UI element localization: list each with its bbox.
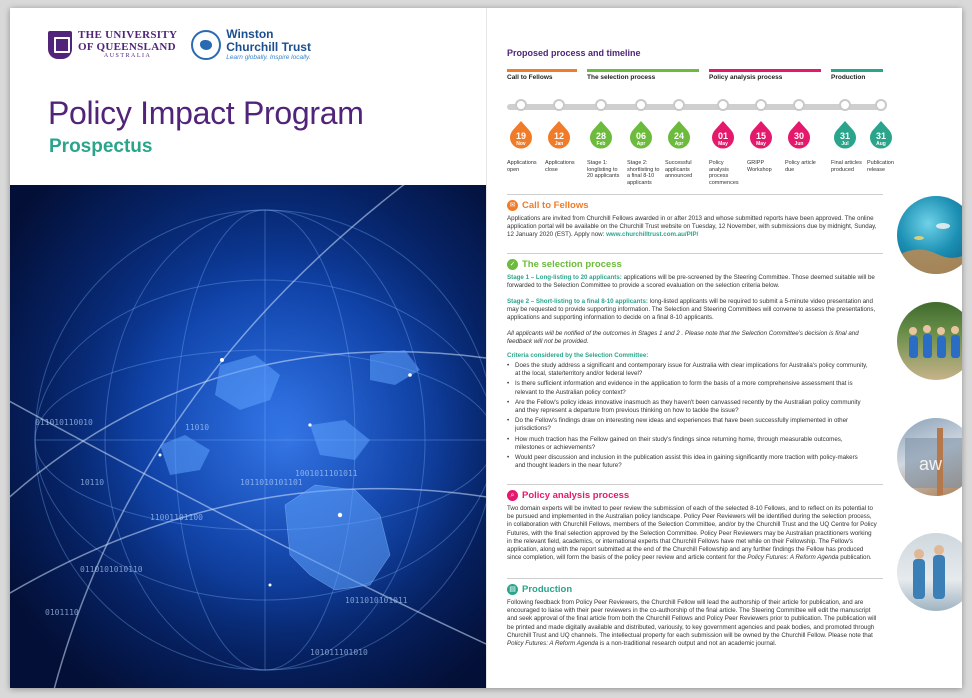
timeline-node [515, 99, 527, 111]
section-divider [507, 578, 883, 579]
uq-name-line1: THE UNIVERSITY [78, 29, 178, 42]
uq-name-line3: AUSTRALIA [103, 53, 152, 60]
wct-name-line1: Winston [226, 27, 274, 41]
timeline-node [635, 99, 647, 111]
binary-text: 0101110 [45, 608, 79, 617]
milestone-label: Stage 1: longlisting to 20 applicants [587, 160, 620, 180]
section-divider [507, 194, 883, 195]
milestone-day: 30 [793, 131, 804, 141]
timeline-node [553, 99, 565, 111]
megaphone-icon: ✉ [507, 200, 518, 211]
phase-label-selection: The selection process [587, 74, 656, 81]
criteria-list [507, 362, 869, 472]
milestone-month: May [718, 141, 728, 147]
timeline-node [755, 99, 767, 111]
cover-page [10, 8, 486, 688]
magnifier-icon: ⌕ [507, 490, 518, 501]
milestone-day: 12 [553, 131, 564, 141]
stage2-paragraph: Stage 2 – Short-listing to a final 8-10 applicants: long-listed applicants will be required to submit a 5-minute video presentation and may be requested to provide supporting information. The Selection and Steering Committees will convene to assess the presentations, applications and supporting information to decide on a final 8-10 applicants. [507, 298, 876, 322]
phase-label-production: Production [831, 74, 866, 81]
milestone-label: Policy analysis process commences [709, 160, 739, 186]
hospital-photo [897, 533, 962, 611]
phase-label-analysis: Policy analysis process [709, 74, 783, 81]
milestone-month: Nov [516, 141, 526, 147]
criteria-item: • Is there sufficient information and evidence in the application to form the basis of a more comprehensive assessment that is relevant to the Australian policy context? [507, 380, 869, 396]
binary-text: 11001101100 [150, 513, 203, 522]
milestone-label: Final articles produced [831, 160, 862, 173]
criteria-item: • Do the Fellow's findings draw on interesting new ideas and experiences that have been successfully implemented in other jurisdictions? [507, 417, 869, 433]
section-heading-selection: ✓ The selection process [507, 259, 622, 270]
phase-bar-analysis [709, 69, 821, 72]
milestone-month: Aug [876, 141, 886, 147]
checklist-icon: ✓ [507, 259, 518, 270]
milestone-date [867, 120, 895, 154]
timeline-node [717, 99, 729, 111]
milestone-label: Publication release [867, 160, 894, 173]
milestone-date [627, 120, 655, 154]
criteria-title: Criteria considered by the Selection Committee: [507, 352, 649, 359]
uq-name-line2: OF QUEENSLAND [78, 40, 176, 53]
wct-tagline: Learn globally. Inspire locally. [226, 54, 311, 62]
binary-text: 0110101010110 [80, 565, 143, 574]
milestone-day: 31 [875, 131, 886, 141]
wct-name-line2: Churchill Trust [226, 39, 311, 54]
milestone-date [587, 120, 615, 154]
milestone-day: 24 [673, 131, 684, 141]
section-divider [507, 484, 883, 485]
milestone-month: May [756, 141, 766, 147]
milestone-label: GRIPP Workshop [747, 160, 772, 173]
milestone-month: Jun [794, 141, 804, 147]
milestone-date [507, 120, 535, 154]
criteria-item: • Does the study address a significant and contemporary issue for Australia with clear implications for Australia's policy community, at the local, state/territory and/or federal level? [507, 362, 869, 378]
milestone-label: Applications close [545, 160, 575, 173]
milestone-month: Feb [596, 141, 606, 147]
milestone-date [747, 120, 775, 154]
binary-text: 1011010101101 [240, 478, 303, 487]
binary-text: 101011101010 [310, 648, 368, 657]
milestone-month: Apr [674, 141, 684, 147]
timeline-node [793, 99, 805, 111]
team-photo [897, 302, 962, 380]
reef-photo [897, 196, 962, 274]
criteria-item: • Would peer discussion and inclusion in the publication assist this idea in gaining significantly more traction with policy-makers and thought leaders in the near future? [507, 454, 869, 470]
section-heading-production: ▤ Production [507, 584, 572, 595]
book-icon: ▤ [507, 584, 518, 595]
milestone-date [665, 120, 693, 154]
milestone-day: 19 [515, 131, 526, 141]
call-paragraph: Applications are invited from Churchill Fellows awarded in or after 2013 and whose submitted reports have been approved. The online application portal will be available on the Churchill Trust website on Tuesday, 12 November, with submissions due by midnight, Sunday, 12 January 2020 (EST). Apply now: www.churchilltrust.com.au/PIP/ [507, 215, 877, 239]
milestone-day: 01 [717, 131, 728, 141]
uq-crest-icon [48, 31, 72, 59]
milestone-date [831, 120, 859, 154]
analysis-paragraph: Two domain experts will be invited to peer review the submission of each of the selected 8-10 Fellows, and to reflect on its potential to be pursued and implemented in the Australian policy landscape. Policy Peer Reviewers will be identified during the selection process, in collaboration with Churchill Fellows, members of the Selection Committee, and/or by the Churchill Trust and the UQ Centre for Policy Futures, with the final selection approved by the Selection Committee. Policy Peer Reviewers may be Australian practitioners working in the relevant field, academics, or international experts that Churchill Fellows have met while on their Fellowship. The Fellow's application, along with the report submitted at the end of the Churchill Fellowship and any further findings the Fellow has produced since completion, will form the basis of the policy peer review and article content for the Policy Futures: A Reform Agenda publication. [507, 505, 877, 562]
logo-bar [48, 28, 311, 62]
milestone-day: 28 [595, 131, 606, 141]
selection-note: All applicants will be notified of the outcomes in Stages 1 and 2 . Please note that the Selection Committee's decision is final and feedback will not be provided. [507, 330, 859, 346]
criteria-item: • Are the Fellow's policy ideas innovative inasmuch as they haven't been canvassed recently by the Australian policy community and they represent a departure from previous thinking on how to tackle the issue? [507, 399, 869, 415]
binary-text: 1001011101011 [295, 469, 358, 478]
milestone-month: Apr [636, 141, 646, 147]
milestone-day: 31 [839, 131, 850, 141]
timeline-title: Proposed process and timeline [507, 48, 641, 58]
prospectus-spread [10, 8, 962, 688]
globe-emblem-icon [191, 30, 221, 60]
page-title: Policy Impact Program [48, 95, 364, 131]
section-divider [507, 253, 883, 254]
building-photo [897, 418, 962, 496]
svg-text:aw: aw [919, 454, 943, 474]
phase-bar-call [507, 69, 577, 72]
phase-label-call: Call to Fellows [507, 74, 553, 81]
milestone-label: Policy article due [785, 160, 816, 173]
milestone-date [785, 120, 813, 154]
content-page [486, 8, 962, 688]
milestone-day: 15 [755, 131, 766, 141]
wct-logo [191, 28, 311, 62]
binary-text: 10110 [80, 478, 105, 487]
milestone-label: Applications open [507, 160, 537, 173]
apply-link[interactable]: www.churchilltrust.com.au/PIP/ [606, 231, 699, 239]
timeline-node [875, 99, 887, 111]
milestone-date [709, 120, 737, 154]
binary-text: 011010110010 [35, 418, 93, 427]
timeline-node [595, 99, 607, 111]
milestone-month: Jul [841, 141, 849, 147]
criteria-item: • How much traction has the Fellow gained on their study's findings since returning home, through measurable outcomes, milestones or achievements? [507, 436, 869, 452]
milestone-date [545, 120, 573, 154]
page-subtitle: Prospectus [49, 136, 153, 157]
phase-bar-production [831, 69, 883, 72]
binary-text: 11010 [185, 423, 210, 432]
milestone-month: Jan [554, 141, 564, 147]
stage1-paragraph: Stage 1 – Long-listing to 20 applicants: applications will be pre-screened by the Steering Committee. Those deemed suitable will be forwarded to the Selection Committee to provide a scored evaluation on the selection criteria below. [507, 274, 875, 290]
phase-bar-selection [587, 69, 699, 72]
globe-image [10, 185, 486, 688]
section-heading-analysis: ⌕ Policy analysis process [507, 490, 629, 501]
timeline-node [839, 99, 851, 111]
timeline-node [673, 99, 685, 111]
section-heading-call: ✉ Call to Fellows [507, 200, 589, 211]
milestone-label: Stage 2: shortlisting to a final 8-10 applicants [627, 160, 660, 186]
milestone-label: Successful applicants announced [665, 160, 693, 180]
binary-text: 1011010101011 [345, 596, 408, 605]
uq-logo [48, 30, 177, 59]
production-paragraph: Following feedback from Policy Peer Reviewers, the Churchill Fellow will lead the authorship of their article for publication, and are encouraged to liaise with their peer reviewers in the co-authorship of the final article. The Steering Committee will edit the manuscript and seek approval of the final article from both the Churchill Fellows and Policy Peer Reviewers prior to publication. The publication will be printed and made digitally available and distributed, variously, to key government agencies and peak bodies, and promoted through Churchill Trust and UQ channels. The intellectual property for each submission will be owned by the Churchill Fellow. Please note that Policy Futures: A Reform Agenda is a non-traditional research output and not an academic journal. [507, 599, 877, 647]
milestone-day: 06 [635, 131, 646, 141]
